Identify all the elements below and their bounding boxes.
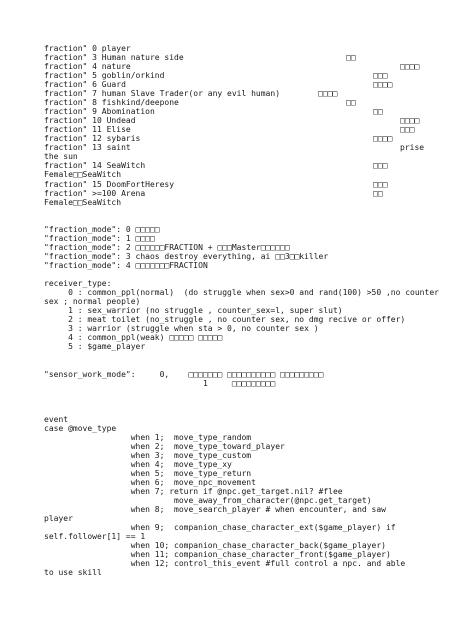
- code-line: when 5; move_type_return: [44, 469, 252, 478]
- code-line: when 3; move_type_custom: [44, 451, 252, 460]
- fraction-line: Female□□SeaWitch: [44, 198, 122, 207]
- receiver-type-line: 5 : $game_player: [44, 342, 146, 351]
- fraction-note: □□: [346, 53, 356, 62]
- receiver-type-line: sex ; normal people): [44, 297, 141, 306]
- code-line: when 12; control_this_event #full control a npc. and able: [44, 559, 406, 568]
- code-line: move_away_from_character(@npc.get_target): [44, 496, 372, 505]
- fraction-line: fraction" 12 sybaris: [44, 134, 141, 143]
- fraction-note: □□□□: [373, 134, 393, 143]
- fraction-mode-line: "fraction_mode": 3 chaos destroy everything, ai □□3□□killer: [44, 252, 329, 261]
- fraction-line: fraction" 10 Undead: [44, 116, 136, 125]
- fraction-line: fraction" 14 SeaWitch: [44, 161, 146, 170]
- code-line: when 8; move_search_player # when encounter, and saw: [44, 505, 386, 514]
- fraction-line: fraction" 4 nature: [44, 62, 131, 71]
- code-line: when 2; move_type_toward_player: [44, 442, 285, 451]
- fraction-note: □□: [373, 107, 383, 116]
- fraction-note: □□□: [373, 180, 388, 189]
- code-line: to use skill: [44, 568, 102, 577]
- sensor-line: 1 □□□□□□□□□: [44, 379, 276, 388]
- fraction-line: fraction" 8 fishkind/deepone: [44, 98, 179, 107]
- fraction-line: fraction" 6 Guard: [44, 80, 126, 89]
- fraction-line: fraction" 0 player: [44, 44, 131, 53]
- fraction-note: □□□□: [400, 116, 420, 125]
- fraction-mode-line: "fraction_mode": 2 □□□□□□FRACTION + □□□Master□□□□□□: [44, 243, 290, 252]
- code-line: when 1; move_type_random: [44, 433, 252, 442]
- receiver-type-line: 3 : warrior (struggle when sta > 0, no counter sex ): [44, 324, 319, 333]
- fraction-mode-line: "fraction_mode": 4 □□□□□□□FRACTION: [44, 261, 208, 270]
- fraction-line: fraction" 7 human Slave Trader(or any evil human): [44, 89, 281, 98]
- fraction-note: □□: [373, 189, 383, 198]
- code-line: when 4; move_type_xy: [44, 460, 232, 469]
- receiver-type-line: 4 : common_ppl(weak) □□□□□ □□□□□: [44, 333, 223, 342]
- fraction-line: fraction" 15 DoomFortHeresy: [44, 180, 175, 189]
- code-line: when 7; return if @npc.get_target.nil? #flee: [44, 487, 343, 496]
- fraction-note: □□□□: [400, 62, 420, 71]
- fraction-mode-line: "fraction_mode": 0 □□□□□: [44, 225, 160, 234]
- fraction-note: □□: [346, 98, 356, 107]
- fraction-note: prise: [400, 143, 425, 152]
- fraction-line: fraction" >=100 Arena: [44, 189, 146, 198]
- fraction-line: fraction" 9 Abomination: [44, 107, 155, 116]
- fraction-line: fraction" 3 Human nature side: [44, 53, 184, 62]
- fraction-note: □□□: [373, 71, 388, 80]
- receiver-type-line: 1 : sex_warrior (no struggle , counter_sex=l, super slut): [44, 306, 343, 315]
- code-line: when 11; companion_chase_character_front($game_player): [44, 550, 391, 559]
- code-line: when 9; companion_chase_character_ext($game_player) if: [44, 523, 396, 532]
- fraction-note: □□□: [373, 161, 388, 170]
- code-line: when 6; move_npc_movement: [44, 478, 256, 487]
- fraction-note: □□□□: [318, 89, 338, 98]
- receiver-type-line: receiver_type:: [44, 279, 112, 288]
- receiver-type-line: 2 : meat toilet (no_struggle , no counter sex, no dmg recive or offer): [44, 315, 406, 324]
- fraction-line: fraction" 11 Elise: [44, 125, 131, 134]
- fraction-line: Female□□SeaWitch: [44, 170, 122, 179]
- fraction-line: fraction" 13 saint: [44, 143, 131, 152]
- fraction-note: □□□□: [373, 80, 393, 89]
- fraction-note: □□□: [400, 125, 415, 134]
- code-line: self.follower[1] == 1: [44, 532, 146, 541]
- fraction-line: fraction" 5 goblin/orkind: [44, 71, 165, 80]
- code-line: case @move_type: [44, 424, 117, 433]
- code-line: when 10; companion_chase_character_back($game_player): [44, 541, 386, 550]
- code-line: player: [44, 514, 73, 523]
- code-line: event: [44, 415, 69, 424]
- receiver-type-line: 0 : common_ppl(normal) (do struggle when sex>0 and rand(100) >50 ,no counter: [44, 288, 439, 297]
- fraction-mode-line: "fraction_mode": 1 □□□□: [44, 234, 155, 243]
- fraction-line: the sun: [44, 152, 78, 161]
- sensor-line: "sensor_work_mode": 0, □□□□□□□ □□□□□□□□□□ □□□□□□□□□: [44, 370, 324, 379]
